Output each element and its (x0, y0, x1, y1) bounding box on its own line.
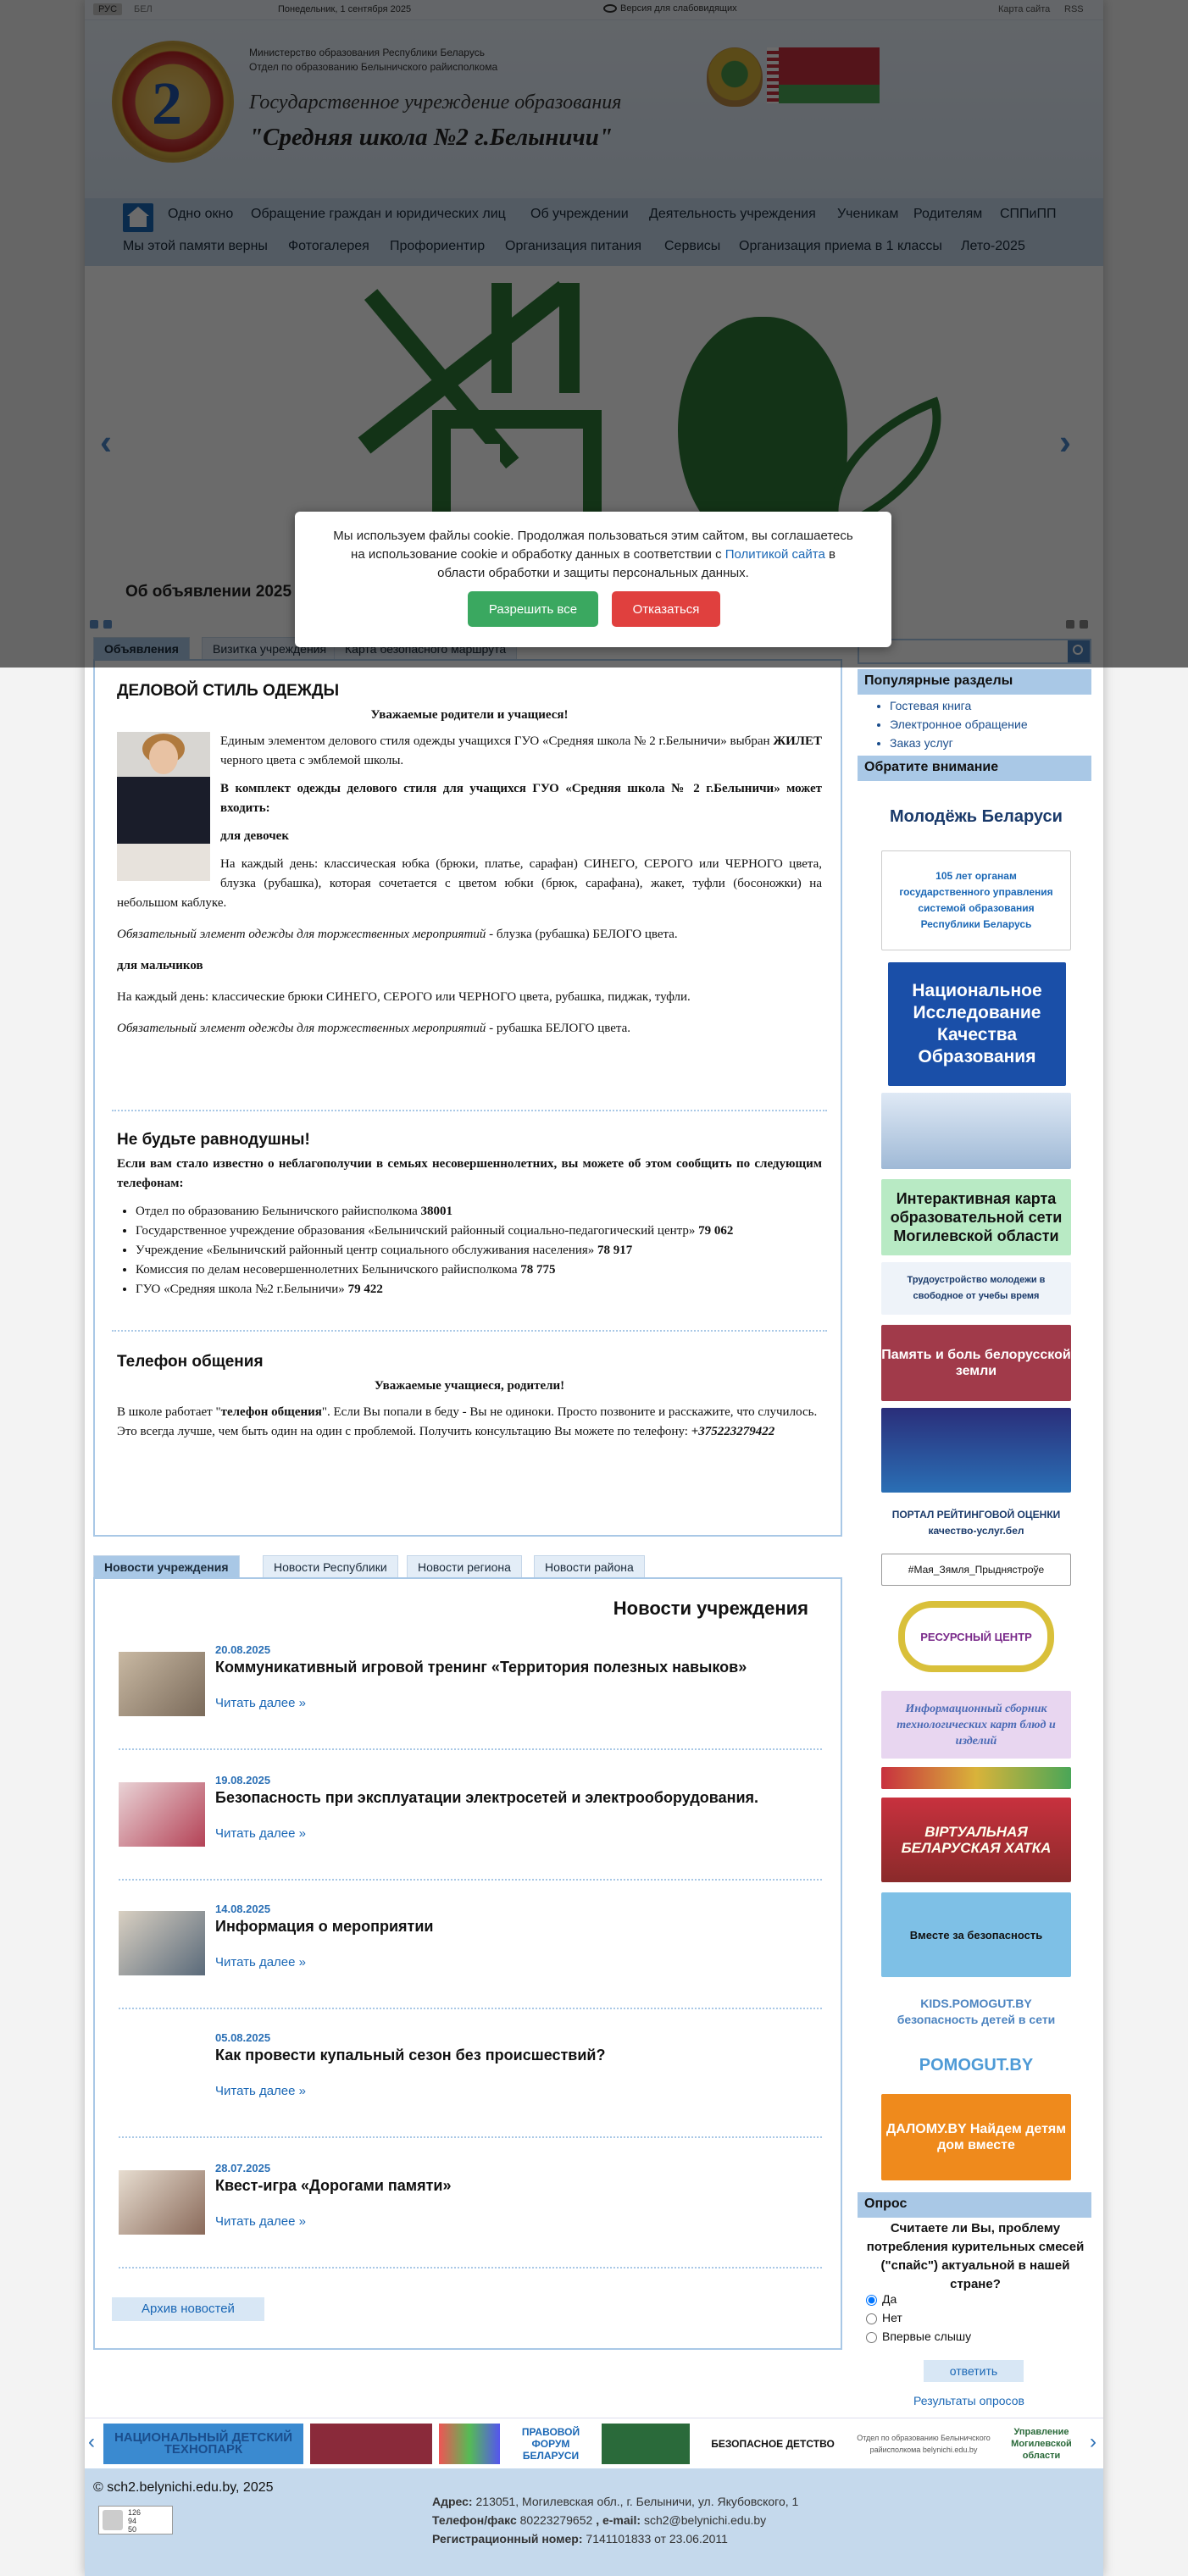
partner-banner[interactable]: Управление Могилевской области (998, 2424, 1085, 2464)
poll-results-link[interactable]: Результаты опросов (913, 2394, 1024, 2407)
read-more-link[interactable]: Читать далее » (215, 1826, 306, 1841)
chevron-right-icon[interactable]: › (1090, 2430, 1096, 2453)
divider (112, 1110, 827, 1111)
news-date: 05.08.2025 (215, 2031, 271, 2044)
banner-my-land[interactable]: #Мая_Зямля_Прыднястроўе (881, 1554, 1071, 1586)
accept-cookies-button[interactable]: Разрешить все (468, 591, 598, 627)
popular-sections-list (878, 696, 1028, 752)
news-date: 20.08.2025 (215, 1643, 271, 1656)
read-more-link[interactable]: Читать далее » (215, 1696, 306, 1710)
pupil-photo (117, 732, 210, 881)
news-title-link[interactable]: Коммуникативный игровой тренинг «Территория полезных навыков» (215, 1659, 747, 1676)
poll-option-first-time[interactable]: Впервые слышу (866, 2329, 971, 2343)
visit-counter[interactable]: 126 94 50 (98, 2506, 173, 2534)
news-title-link[interactable]: Как провести купальный сезон без происшествий? (215, 2047, 606, 2064)
popular-sections-title: Популярные разделы (858, 669, 1091, 695)
poll-radio[interactable] (866, 2313, 877, 2324)
partner-banner[interactable]: БЕЗОПАСНОЕ ДЕТСТВО (697, 2424, 849, 2464)
banner-dalomu[interactable]: ДАЛОМУ.BY Найдем детям дом вместе (881, 2094, 1071, 2180)
poll-radio[interactable] (866, 2295, 877, 2306)
list-item: • Государственное учреждение образования «Белыничский районный социально-педагогический центр» 79 062 (136, 1222, 822, 1241)
attention-title: Обратите внимание (858, 756, 1091, 781)
reject-cookies-button[interactable]: Отказаться (612, 591, 720, 627)
poll-option-yes[interactable]: Да (866, 2292, 897, 2306)
news-item (119, 1903, 822, 2013)
tab-republic-news[interactable]: Новости Республики (263, 1555, 398, 1577)
list-item: • Отдел по образованию Белыничского райисполкома 38001 (136, 1202, 822, 1222)
banner-youth[interactable]: Молодёжь Беларуси (881, 789, 1071, 844)
partner-banner[interactable] (439, 2424, 500, 2464)
popular-link-e-appeal[interactable]: • Электронное обращение (890, 715, 1028, 734)
banner-ornament[interactable] (881, 1767, 1071, 1789)
news-thumbnail[interactable] (119, 1652, 205, 1716)
news-thumbnail[interactable] (119, 1911, 205, 1975)
poll-title: Опрос (858, 2192, 1091, 2218)
partner-banner[interactable]: Отдел по образованию Белыничского райисполкома belynichi.edu.by (856, 2424, 991, 2464)
partner-banner[interactable]: НАЦИОНАЛЬНЫЙ ДЕТСКИЙ ТЕХНОПАРК (103, 2424, 303, 2464)
news-title-link[interactable]: Информация о мероприятии (215, 1918, 434, 1935)
popular-link-services[interactable]: • Заказ услуг (890, 734, 1028, 752)
partner-banner[interactable] (602, 2424, 690, 2464)
banner-edu-portal[interactable] (881, 1093, 1071, 1169)
site-footer (85, 2468, 1103, 2576)
list-item: • ГУО «Средняя школа №2 г.Белыничи» 79 422 (136, 1280, 822, 1299)
announcement-dont-be-indifferent: Не будьте равнодушны! Если вам стало известно о неблагополучии в семьях несовершеннолетних, вы можете об этом сообщить по следующим телефонам: • Отдел по образованию Белыничского райисполкома 38001 • Государственное учреждение образования «Белыничский районный социально-педагогический центр» 79 062 • Учреждение «Белыничский районный центр социального обслуживания населения» 78 917 • Комиссия по делам несовершеннолетних Белыничского райисполкома 78 775 • ГУО «Средняя школа №2 г.Белыничи» 79 422 (117, 1130, 822, 1299)
banner-rating-portal[interactable]: ПОРТАЛ РЕЙТИНГОВОЙ ОЦЕНКИ качество-услуг.бел (881, 1501, 1071, 1545)
cookie-text: Мы используем файлы cookie. Продолжая пользоваться этим сайтом, вы соглашаетесь на использование cookie и обработку данных в соответствии с Политикой сайта в области обработки и защиты персональных данных. (333, 529, 853, 580)
banner-interactive-map[interactable]: Интерактивная карта образовательной сети Могилевской области (881, 1179, 1071, 1255)
partner-banners (85, 2418, 1103, 2468)
divider (112, 1330, 827, 1332)
news-date: 19.08.2025 (215, 1774, 271, 1787)
counter-icon (103, 2510, 123, 2530)
read-more-link[interactable]: Читать далее » (215, 2214, 306, 2229)
announcement-help-phone: Телефон общения Уважаемые учащиеся, родители! В школе работает "телефон общения". Если Вы попали в беду - Вы не одиноки. Просто позвоните и расскажите, что случилось. Это всегда лучше, чем быть один на один с проблемой. Получить консультацию Вы можете по телефону: +375223279422 (117, 1353, 818, 1438)
banner-tech-cards[interactable]: Информационный сборник технологических карт блюд и изделий (881, 1691, 1071, 1759)
popular-link-guestbook[interactable]: • Гостевая книга (890, 696, 1028, 715)
tab-district-news[interactable]: Новости района (534, 1555, 645, 1577)
news-archive-button[interactable]: Архив новостей (112, 2297, 264, 2321)
contact-info: Адрес: 213051, Могилевская обл., г. Белыничи, ул. Якубовского, 1 Телефон/факс 80223279652 , e-mail: sch2@belynichi.edu.by Регистрационный номер: 7141101833 от 23.06.2011 (432, 2495, 799, 2546)
banner-youth-employment[interactable]: Трудоустройство молодежи в свободное от учебы время (881, 1262, 1071, 1315)
banner-memory-pain[interactable]: Память и боль белорусской земли (881, 1325, 1071, 1401)
copyright: © sch2.belynichi.edu.by, 2025 (93, 2480, 274, 2495)
banner-niko[interactable]: Национальное Исследование Качества Образования (888, 962, 1066, 1086)
news-item (119, 1643, 822, 1753)
read-more-link[interactable]: Читать далее » (215, 1955, 306, 1969)
poll-option-no[interactable]: Нет (866, 2311, 902, 2324)
news-title-link[interactable]: Безопасность при эксплуатации электросетей и электрооборудования. (215, 1789, 759, 1806)
list-item: • Учреждение «Белыничский районный центр социального обслуживания населения» 78 917 (136, 1241, 822, 1260)
read-more-link[interactable]: Читать далее » (215, 2084, 306, 2098)
list-item: • Комиссия по делам несовершеннолетних Белыничского райисполкома 78 775 (136, 1260, 822, 1280)
phone-list (136, 1202, 822, 1299)
news-item (119, 1774, 822, 1884)
news-title-link[interactable]: Квест-игра «Дорогами памяти» (215, 2177, 452, 2194)
announcements-panel (93, 659, 842, 1537)
partner-banner[interactable]: ПРАВОВОЙ ФОРУМ БЕЛАРУСИ (507, 2424, 595, 2464)
cookie-dialog (295, 512, 891, 647)
banner-resource-center[interactable]: РЕСУРСНЫЙ ЦЕНТР (898, 1601, 1054, 1672)
partner-banner[interactable] (310, 2424, 432, 2464)
news-thumbnail[interactable] (119, 1782, 205, 1847)
site-policy-link[interactable]: Политикой сайта (724, 547, 825, 562)
poll-question: Считаете ли Вы, проблему потребления курительных смесей ("спайс") актуальной в нашей стране? (866, 2221, 1085, 2291)
news-panel (93, 1577, 842, 2350)
poll-submit-button[interactable]: ответить (924, 2360, 1024, 2382)
news-item (119, 2031, 822, 2141)
chevron-left-icon[interactable]: ‹ (88, 2430, 95, 2453)
news-item (119, 2162, 822, 2272)
banner-105-years[interactable]: 105 лет органам государственного управления системой образования Республики Беларусь (881, 850, 1071, 950)
news-date: 28.07.2025 (215, 2162, 271, 2174)
banner-virtual-hut[interactable]: ВІРТУАЛЬНАЯ БЕЛАРУСКАЯ ХАТКА (881, 1798, 1071, 1882)
news-heading: Новости учреждения (613, 1598, 808, 1619)
tab-school-news[interactable]: Новости учреждения (93, 1555, 240, 1577)
banner-safety-together[interactable]: Вместе за безопасность (881, 1892, 1071, 1977)
poll-radio[interactable] (866, 2332, 877, 2343)
news-date: 14.08.2025 (215, 1903, 271, 1915)
email-link[interactable]: sch2@belynichi.edu.by (641, 2513, 767, 2527)
tab-region-news[interactable]: Новости региона (407, 1555, 522, 1577)
banner-pomogut[interactable]: POMOGUT.BY (881, 2043, 1071, 2087)
news-thumbnail[interactable] (119, 2170, 205, 2235)
banner-kids-pomogut[interactable]: KIDS.POMOGUT.BY безопасность детей в сети (881, 1986, 1071, 2038)
announcement-title: ДЕЛОВОЙ СТИЛЬ ОДЕЖДЫ (117, 682, 340, 700)
banner-cyber-safety[interactable] (881, 1408, 1071, 1493)
announcement-dress-code: ДЕЛОВОЙ СТИЛЬ ОДЕЖДЫ Уважаемые родители и учащиеся! Единым элементом делового стиля одежды учащихся ГУО «Средняя школа № 2 г.Белыничи» выбран ЖИЛЕТ черного цвета с эмблемой школы. В комплект одежды делового стиля для учащихся ГУО «Средняя школа № 2 г.Белыничи» может входить: для девочек На каждый день: классическая юбка (брюки, платье, сарафан) СИНЕГО, СЕРОГО или ЧЕРНОГО цвета, блузка (рубашка), которая сочетается с цветом юбки (брюк, сарафана), жакет, туфли (босоножки) на небольшом каблуке. Обязательный элемент одежды для торжественных мероприятий - блузка (рубашка) БЕЛОГО цвета. для мальчиков На каждый день: классические брюки СИНЕГО, СЕРОГО или ЧЕРНОГО цвета, рубашка, пиджак, туфли. Обязательный элемент одежды для торжественных мероприятий - рубашка БЕЛОГО цвета. (117, 682, 822, 1035)
